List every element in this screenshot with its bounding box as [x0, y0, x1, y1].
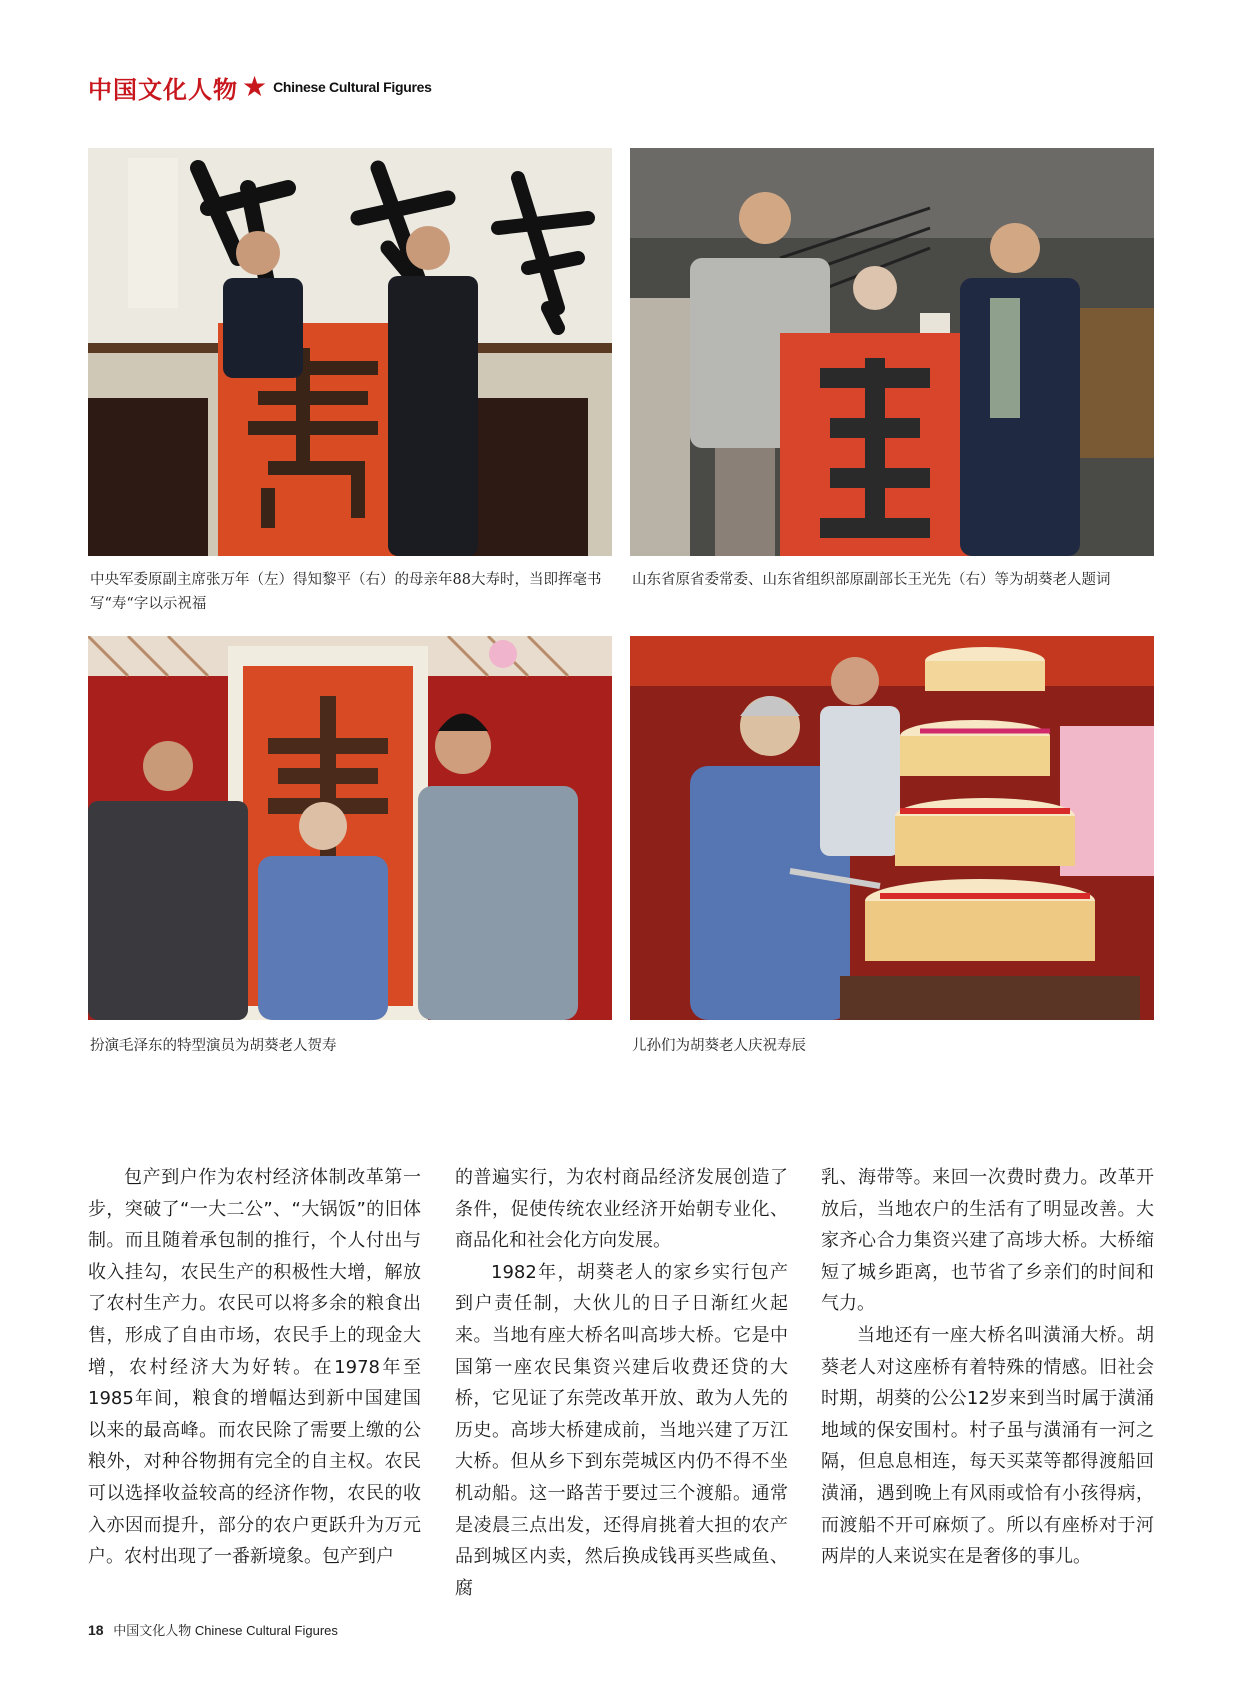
footer-publication: 中国文化人物 Chinese Cultural Figures [113, 1623, 338, 1638]
paragraph: 乳、海带等。来回一次费时费力。改革开放后，当地农户的生活有了明显改善。大家齐心合力集资兴建了高埗大桥。大桥缩短了城乡距离，也节省了乡亲们的时间和气力。 [821, 1167, 1154, 1315]
article-column-2 [455, 1162, 788, 1604]
caption-photo-1: 中央军委原副主席张万年（左）得知黎平（右）的母亲年88大寿时，当即挥毫书写“寿“字以示祝福 [90, 572, 602, 612]
caption-photo-2: 山东省原省委常委、山东省组织部原副部长王光先（右）等为胡葵老人题词 [632, 572, 1111, 588]
brand-english: Chinese Cultural Figures [273, 79, 432, 95]
star-icon: ★ [242, 70, 268, 103]
photo-inscription-presentation [630, 148, 1154, 556]
photo-calligraphy-gift [88, 148, 612, 556]
paragraph: 当地还有一座大桥名叫潢涌大桥。胡葵老人对这座桥有着特殊的情感。旧社会时期，胡葵的公公12岁来到当时属于潢涌地域的保安围村。村子虽与潢涌有一河之隔，但息息相连，每天买菜等都得渡船回潢涌，遇到晚上有风雨或恰有小孩得病，而渡船不开可麻烦了。所以有座桥对于河两岸的人来说实在是奢侈的事儿。 [821, 1324, 1154, 1568]
paragraph: 包产到户作为农村经济体制改革第一步，突破了“一大二公”、“大锅饭”的旧体制。而且随着承包制的推行，个人付出与收入挂勾，农民生产的积极性大增，解放了农村生产力。农民可以将多余的粮食出售，形成了自由市场，农民手上的现金大增，农村经济大为好转。在1978年至1985年间，粮食的增幅达到新中国建国以来的最高峰。而农民除了需要上缴的公粮外，对种谷物拥有完全的自主权。农民可以选择收益较高的经济作物，农民的收入亦因而提升，部分的农户更跃升为万元户。农村出现了一番新境象。包产到户 [88, 1167, 421, 1568]
page-number: 18 [88, 1622, 104, 1638]
photo-birthday-cake [630, 636, 1154, 1020]
paragraph: 的普遍实行，为农村商品经济发展创造了条件，促使传统农业经济开始朝专业化、商品化和社会化方向发展。 [455, 1167, 788, 1252]
page-footer [88, 1620, 338, 1639]
magazine-header [88, 70, 432, 104]
article-column-3 [821, 1162, 1154, 1573]
brand-chinese: 中国文化人物 [88, 74, 238, 104]
caption-photo-3: 扮演毛泽东的特型演员为胡葵老人贺寿 [90, 1038, 337, 1054]
article-column-1 [88, 1162, 421, 1573]
paragraph: 1982年，胡葵老人的家乡实行包产到户责任制，大伙儿的日子日渐红火起来。当地有座大桥名叫高埗大桥。它是中国第一座农民集资兴建后收费还贷的大桥，它见证了东莞改革开放、敢为人先的历史。高埗大桥建成前，当地兴建了万江大桥。但从乡下到东莞城区内仍不得不坐机动船。这一路苦于要过三个渡船。通常是凌晨三点出发，还得肩挑着大担的农产品到城区内卖，然后换成钱再买些咸鱼、腐 [455, 1261, 788, 1599]
caption-photo-4: 儿孙们为胡葵老人庆祝寿辰 [632, 1038, 806, 1054]
photo-impersonator-greeting [88, 636, 612, 1020]
